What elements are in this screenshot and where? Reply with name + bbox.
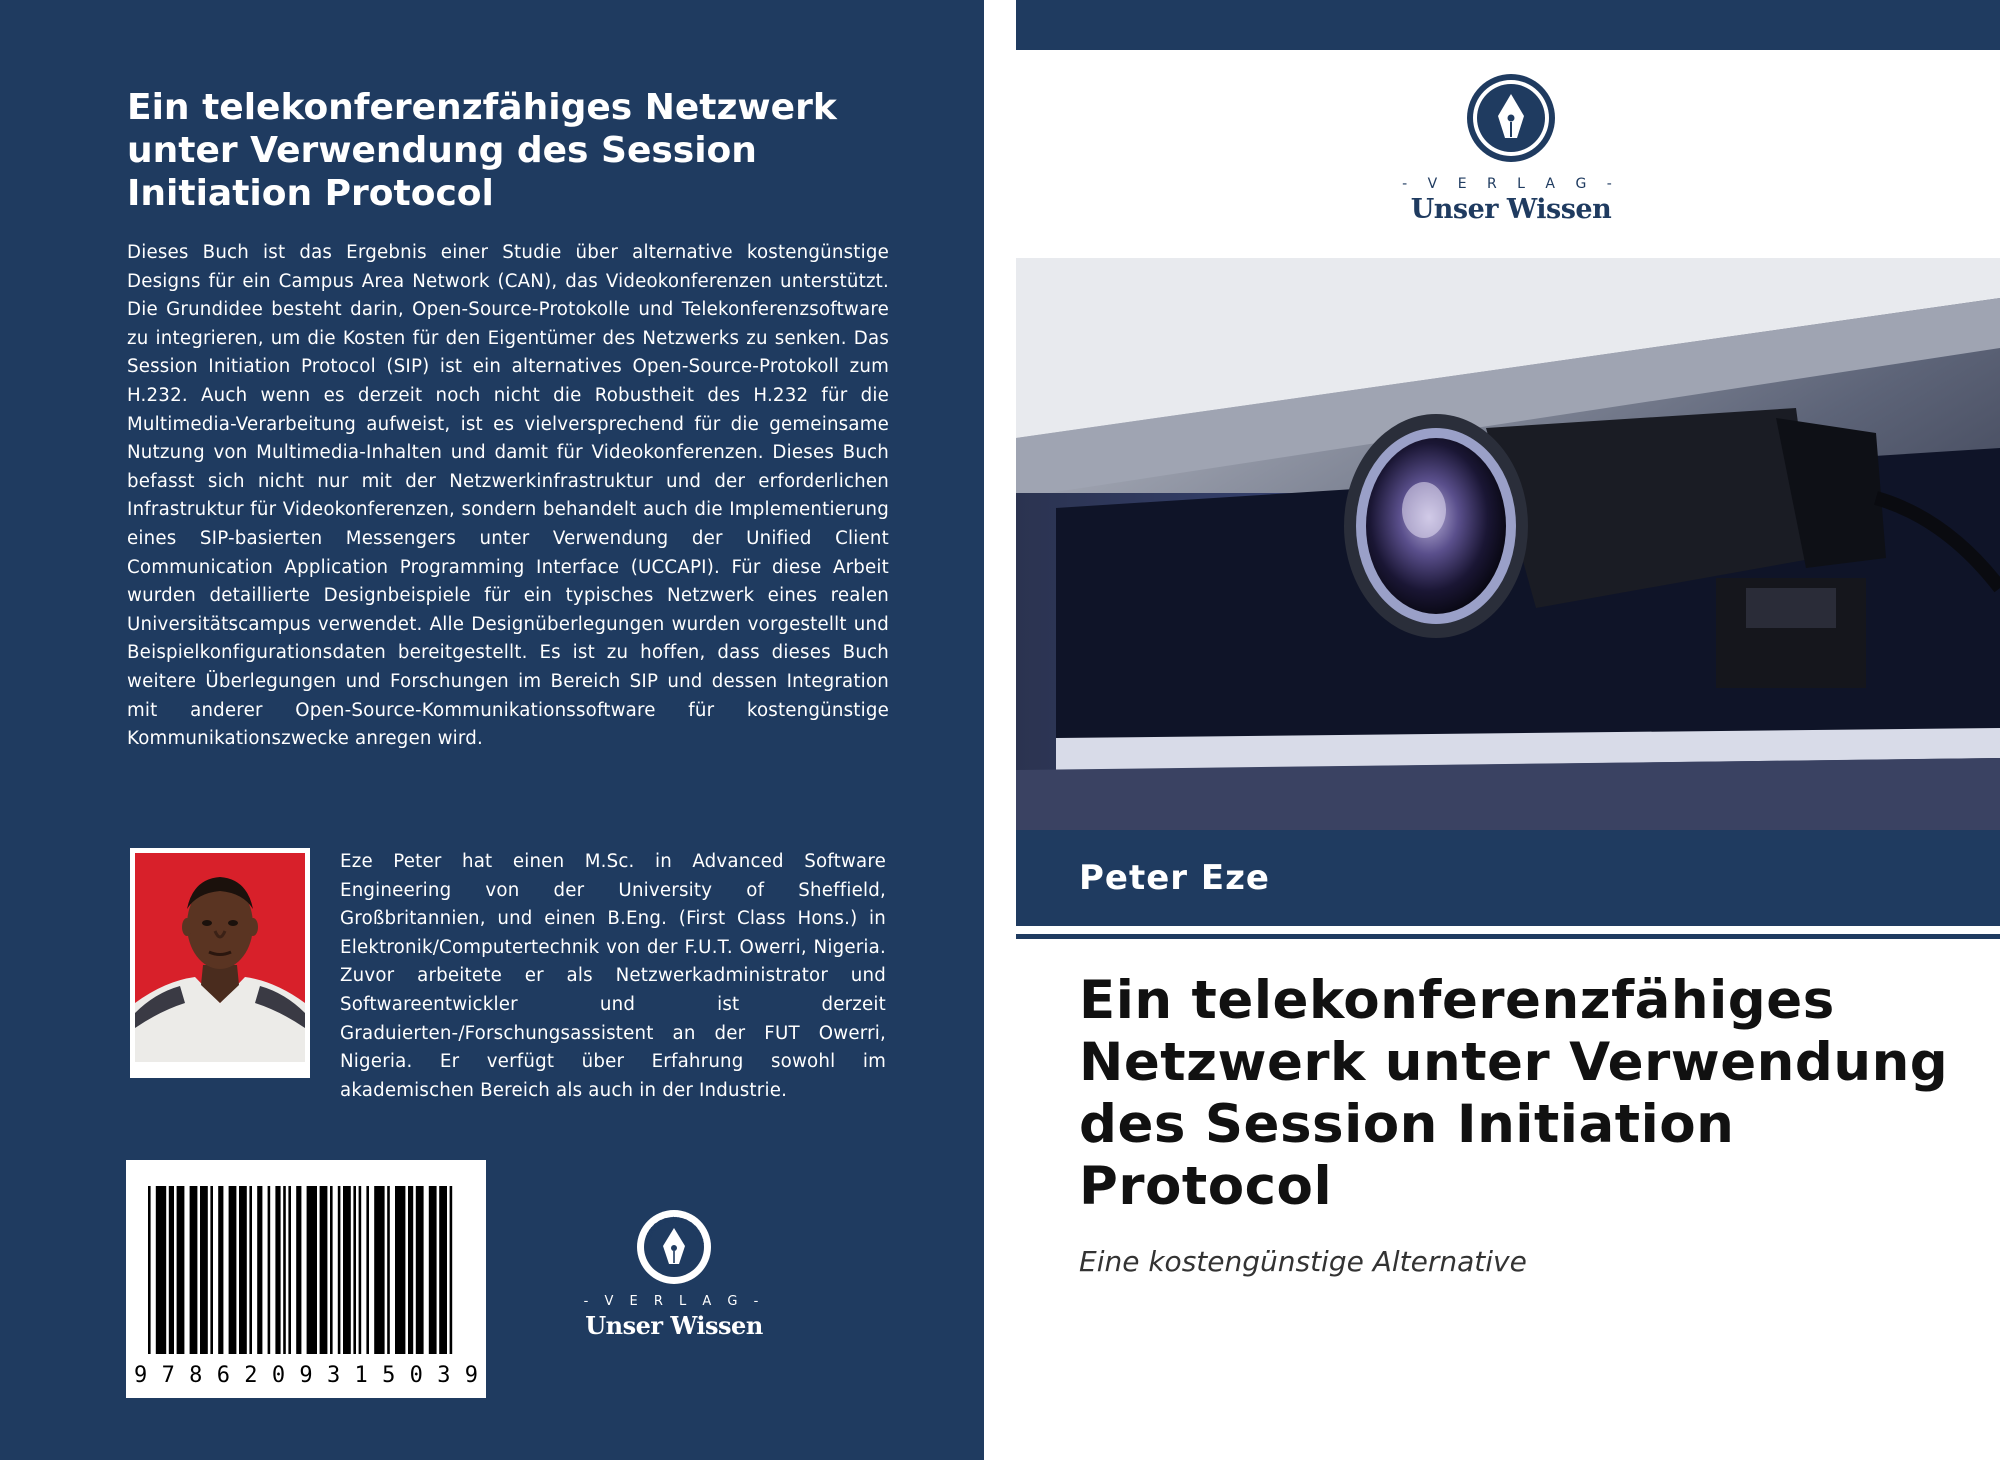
barcode-bar bbox=[450, 1186, 453, 1354]
barcode-bar bbox=[190, 1186, 198, 1354]
barcode-digit: 7 bbox=[161, 1363, 175, 1388]
seal-text: UNSER WISSEN V bbox=[644, 1215, 705, 1246]
barcode-bar bbox=[239, 1186, 247, 1354]
back-cover-title: Ein telekonferenzfähiges Netzwerk unter Verwendung des Session Initiation Protocol bbox=[127, 87, 837, 214]
cover-photo bbox=[1016, 258, 2000, 830]
divider-rule bbox=[1016, 934, 2000, 939]
barcode-bar bbox=[200, 1186, 208, 1354]
front-top-bar bbox=[1016, 0, 2000, 50]
barcode-bar bbox=[283, 1186, 286, 1354]
back-publisher-name: Unser Wissen bbox=[585, 1311, 763, 1340]
barcode-bar bbox=[439, 1186, 447, 1354]
front-cover-title: Ein telekonferenzfähiges Netzwerk unter Verwendung des Session Initiation Protocol bbox=[1079, 970, 1949, 1217]
author-portrait-image bbox=[135, 853, 305, 1062]
isbn-barcode bbox=[126, 1160, 486, 1398]
video-camera-lens-image bbox=[1016, 258, 2000, 830]
barcode-digit: 8 bbox=[189, 1363, 203, 1388]
barcode-bar bbox=[338, 1186, 341, 1354]
barcode-bar bbox=[288, 1186, 291, 1354]
barcode-bar bbox=[229, 1186, 237, 1354]
front-publisher-logo bbox=[1381, 72, 1641, 225]
barcode-bar bbox=[307, 1186, 317, 1354]
barcode-bar bbox=[395, 1186, 405, 1354]
barcode-bar bbox=[296, 1186, 301, 1354]
barcode-digit: 2 bbox=[244, 1363, 258, 1388]
barcode-digit: 3 bbox=[437, 1363, 451, 1388]
front-cover bbox=[1016, 0, 2000, 1460]
back-cover-blurb: Dieses Buch ist das Ergebnis einer Studie über alternative kostengünstige Designs für ein Campus Area Network (CAN), das Videokonferenzen unterstützt. Die Grundidee besteht darin, Open-Source-Protokolle und Telekonferenzsoftware zu integrieren, um die Kosten für den Eigentümer des Netzwerks zu senken. Das Session Initiation Protocol (SIP) ist ein alternatives Open-Source-Protokoll zum H.232. Auch wenn es derzeit noch nicht die Robustheit des H.232 für die Multimedia-Verarbeitung aufweist, ist es vielversprechend für die gemeinsame Nutzung von Multimedia-Inhalten und damit für Videokonferenzen. Dieses Buch befasst sich nicht nur mit der Netzwerkinfrastruktur und der erforderlichen Infrastruktur für Videokonferenzen, sondern behandelt auch die Implementierung eines SIP-basierten Messengers unter Verwendung der Unified Client Communication Application Programming Interface (UCCAPI). Für diese Arbeit wurden detaillierte Designbeispiele für ein typisches Netzwerk eines realen Universitätscampus verwendet. Alle Designüberlegungen wurden vorgestellt und Beispielkonfigurationsdaten bereitgestellt. Es ist zu hoffen, dass dieses Buch weitere Überlegungen und Forschungen im Bereich SIP und dessen Integration mit anderer Open-Source-Kommunikationssoftware für kostengünstige Kommunikationszwecke anregen wird. bbox=[127, 242, 889, 750]
barcode-digit: 6 bbox=[216, 1363, 230, 1388]
barcode-bar bbox=[416, 1186, 424, 1354]
barcode-digits bbox=[134, 1363, 478, 1388]
barcode-bar bbox=[374, 1186, 384, 1354]
barcode-bar bbox=[275, 1186, 280, 1354]
barcode-digit: 9 bbox=[134, 1363, 148, 1388]
barcode-digit: 3 bbox=[326, 1363, 341, 1388]
back-publisher-verlag: - V E R L A G - bbox=[583, 1294, 765, 1309]
fountain-pen-nib-icon bbox=[1465, 72, 1557, 164]
barcode-bar bbox=[268, 1186, 271, 1354]
front-publisher-name: Unser Wissen bbox=[1410, 194, 1612, 225]
barcode-digit: 9 bbox=[464, 1363, 478, 1388]
barcode-bar bbox=[249, 1186, 252, 1354]
barcode-digit: 9 bbox=[299, 1363, 313, 1388]
barcode-bar bbox=[353, 1186, 356, 1354]
barcode-digit: 0 bbox=[409, 1363, 423, 1388]
barcode-bar bbox=[429, 1186, 437, 1354]
barcode-bar bbox=[257, 1186, 262, 1354]
barcode-bar bbox=[169, 1186, 174, 1354]
barcode-bar bbox=[408, 1186, 413, 1354]
front-publisher-verlag: - V E R L A G - bbox=[1402, 176, 1620, 192]
fountain-pen-nib-icon bbox=[635, 1208, 713, 1286]
barcode-digit: 5 bbox=[382, 1363, 396, 1388]
author-photo bbox=[130, 848, 310, 1078]
barcode-bar bbox=[177, 1186, 185, 1354]
barcode-bar bbox=[330, 1186, 333, 1354]
barcode-bar bbox=[387, 1186, 390, 1354]
back-publisher-logo bbox=[570, 1208, 778, 1338]
barcode-bar bbox=[218, 1186, 223, 1354]
barcode-bar bbox=[366, 1186, 369, 1354]
barcode-bar bbox=[156, 1186, 166, 1354]
author-band bbox=[1016, 830, 2000, 926]
barcode-digit: 0 bbox=[271, 1363, 286, 1388]
back-cover bbox=[0, 0, 984, 1460]
barcode-bar bbox=[148, 1186, 151, 1354]
barcode-digit: 1 bbox=[354, 1363, 368, 1388]
front-cover-subtitle: Eine kostengünstige Alternative bbox=[1079, 1245, 1527, 1278]
author-name: Peter Eze bbox=[1079, 858, 1270, 898]
barcode-bar bbox=[320, 1186, 328, 1354]
barcode-bar bbox=[343, 1186, 351, 1354]
barcode-bar bbox=[210, 1186, 213, 1354]
barcode-bar bbox=[359, 1186, 362, 1354]
author-bio: Eze Peter hat einen M.Sc. in Advanced Software Engineering von der University of Sheffield, Großbritannien, und einen B.Eng. (First Class Hons.) in Elektronik/Computertechnik von der F.U.T. Owerri, Nigeria. Zuvor arbeitete er als Netzwerkadministrator und Softwareentwickler und ist derzeit Graduierten-/Forschungsassistent an der FUT Owerri, Nigeria. Er verfügt über Erfahrung sowohl im akademischen Bereich als auch in der Industrie. bbox=[340, 851, 886, 1101]
